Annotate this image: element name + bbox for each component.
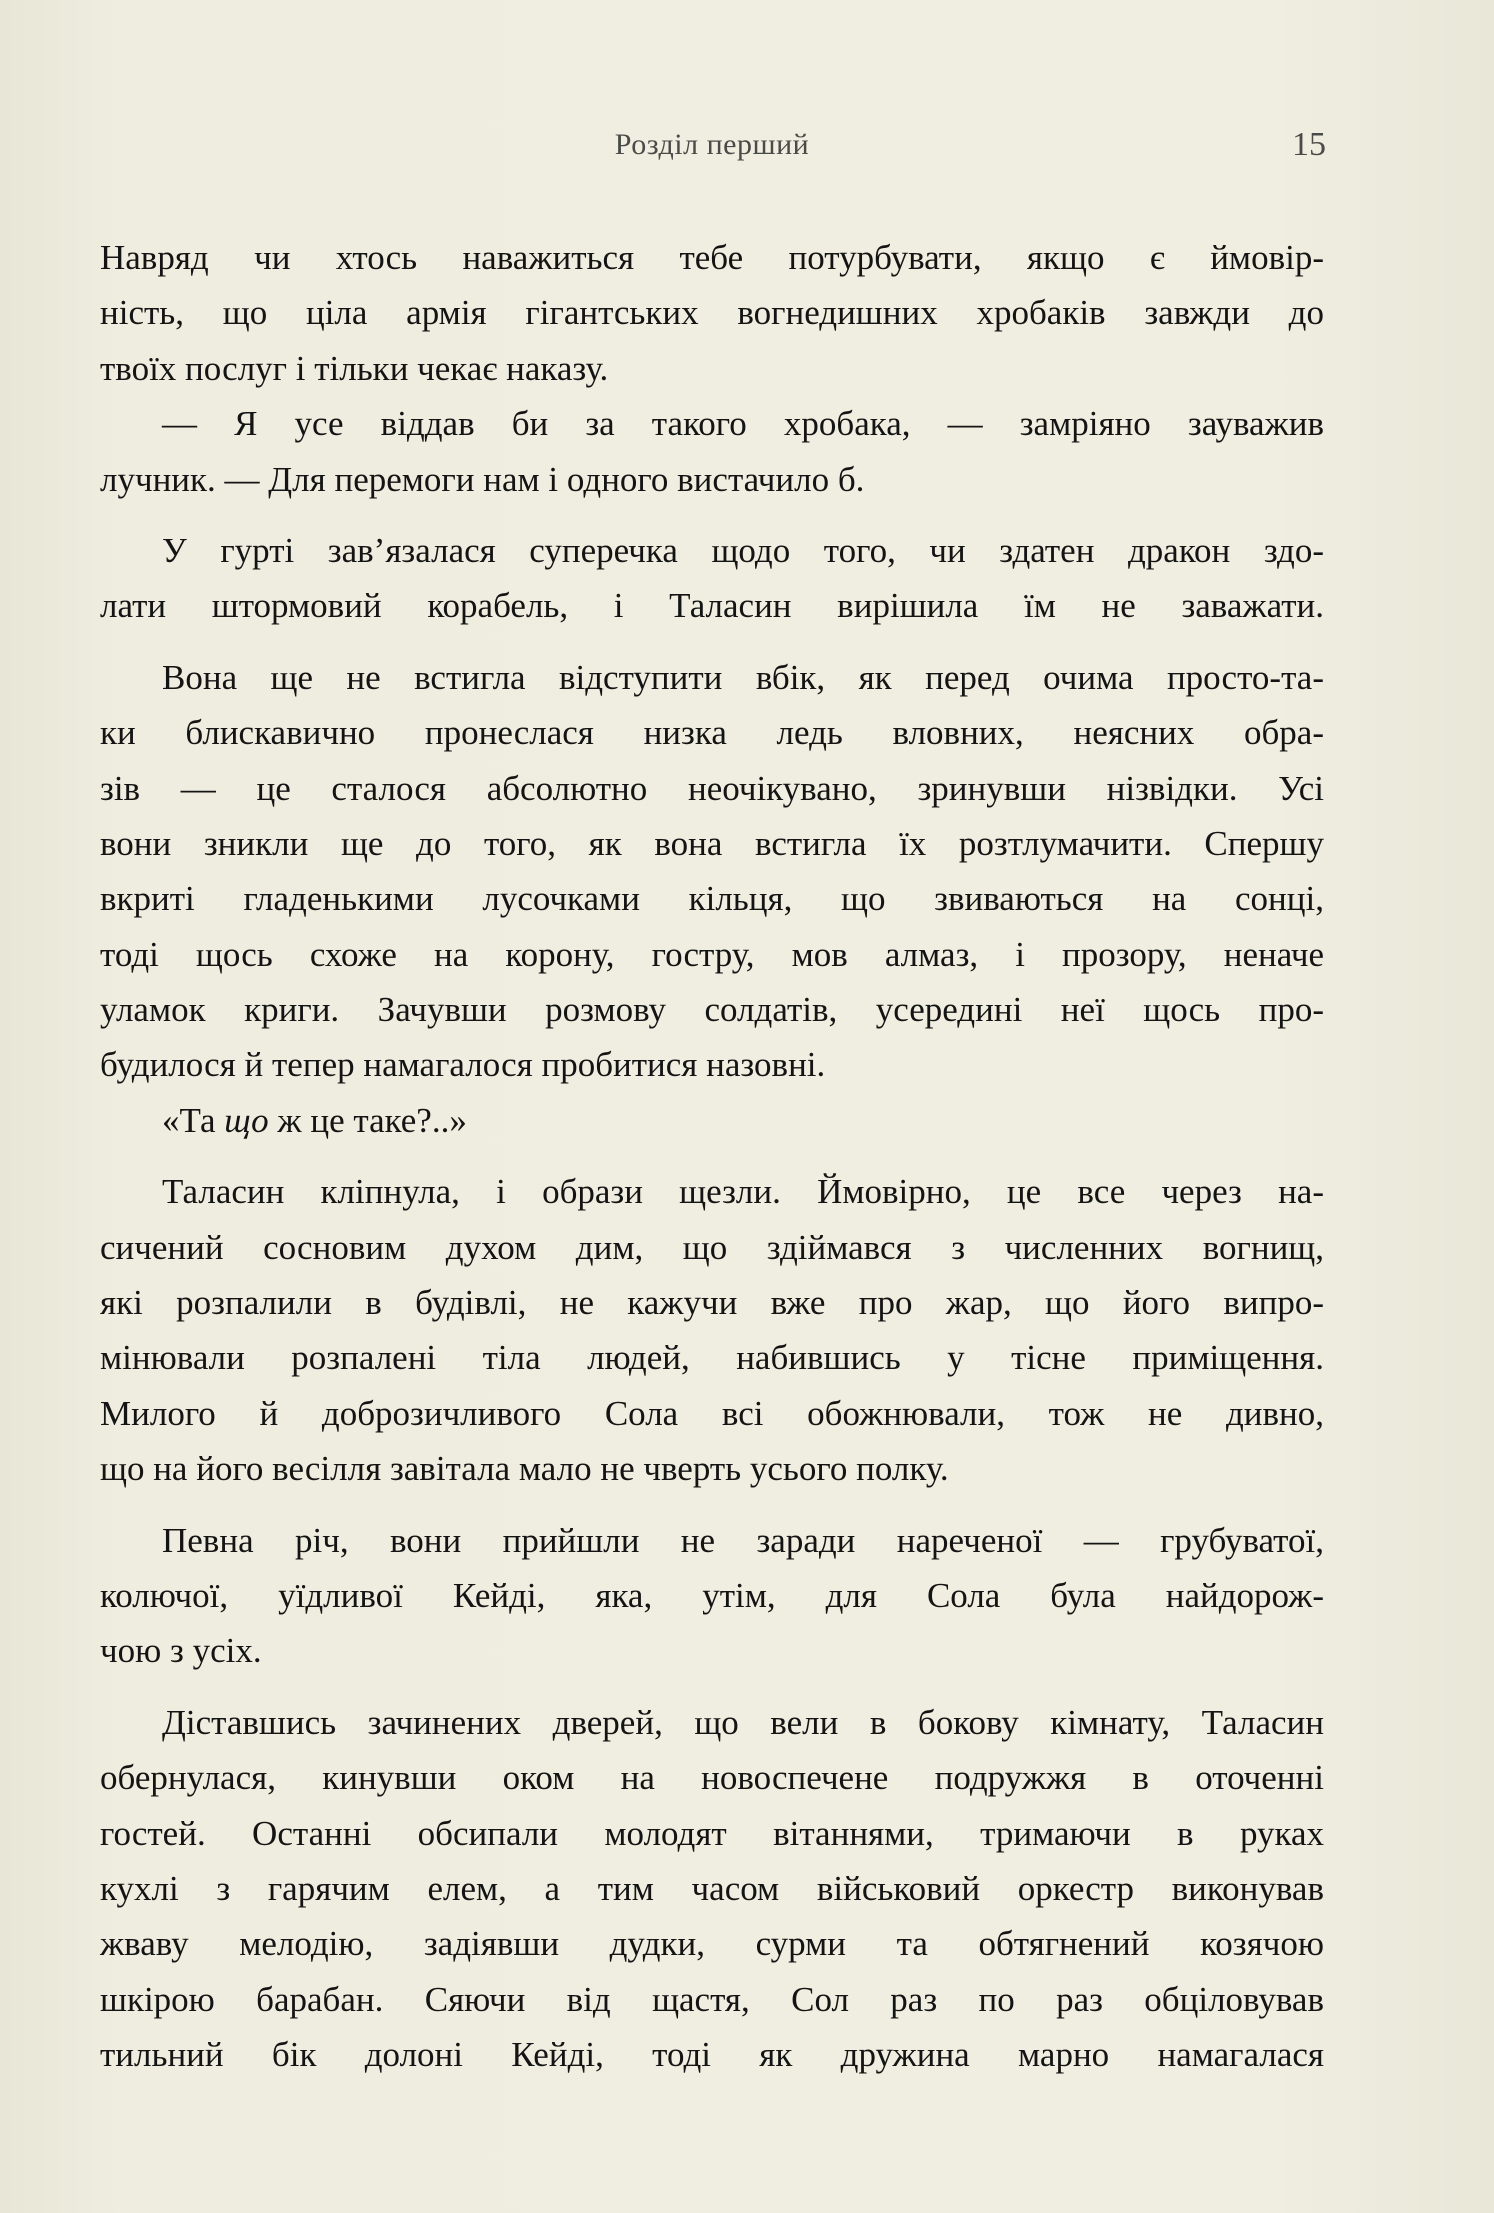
thought-emphasis: що [224, 1100, 269, 1140]
text-line: сичений сосновим духом дим, що здіймався з численних вогнищ, [100, 1227, 1324, 1267]
text-line: Діставшись зачинених дверей, що вели в бокову кімнату, Таласин [162, 1702, 1324, 1742]
text-line: — Я усе віддав би за такого хробака, — замріяно зауважив [162, 404, 1324, 444]
text-line: колючої, уїдливої Кейді, яка, утім, для Сола була найдорож- [100, 1575, 1324, 1615]
text-line: вкриті гладенькими лусочками кільця, що звиваються на сонці, [100, 879, 1324, 919]
thought-close: ж це таке?..» [268, 1100, 467, 1140]
page-number: 15 [1292, 126, 1326, 163]
text-line: лучник. — Для перемоги нам і одного вистачило б. [100, 459, 865, 499]
text-line: мінювали розпалені тіла людей, набившись у тісне приміщення. [100, 1338, 1324, 1378]
text-line: Певна річ, вони прийшли не заради нареченої — грубуватої, [162, 1520, 1324, 1560]
text-line: твоїх послуг і тільки чекає наказу. [100, 348, 609, 388]
text-line: ки блискавично пронеслася низка ледь вловних, неясних обра- [100, 713, 1324, 753]
chapter-title: Розділ перший [614, 128, 810, 161]
text-line: що на його весілля завітала мало не чверть усього полку. [100, 1449, 949, 1489]
text-line: Навряд чи хтось наважиться тебе потурбувати, якщо є ймовір- [100, 238, 1324, 277]
text-line: кухлі з гарячим елем, а тим часом військовий оркестр виконував [100, 1868, 1324, 1908]
text-line: зів — це сталося абсолютно неочікувано, зринувши нізвідки. Усі [100, 768, 1324, 808]
text-line: шкірою барабан. Сяючи від щастя, Сол раз по раз обціловував [100, 1979, 1324, 2019]
thought-open: «Та [162, 1100, 225, 1140]
text-line-thought [100, 1093, 1324, 1148]
body-text [100, 230, 1324, 2083]
text-line: обернулася, кинувши оком на новоспечене подружжя в оточенні [100, 1758, 1324, 1798]
text-line: тильний бік долоні Кейді, тоді як дружина марно намагалася [100, 2035, 1324, 2075]
text-line: гостей. Останні обсипали молодят вітаннями, тримаючи в руках [100, 1813, 1324, 1853]
text-line: Милого й доброзичливого Сола всі обожнювали, тож не дивно, [100, 1393, 1324, 1433]
text-line: чою з усіх. [100, 1631, 262, 1671]
text-line: жваву мелодію, задіявши дудки, сурми та обтягнений козячою [100, 1924, 1324, 1964]
text-line: Вона ще не встигла відступити вбік, як перед очима просто-та- [162, 657, 1324, 697]
text-line: вони зникли ще до того, як вона встигла їх розтлумачити. Спершу [100, 823, 1324, 863]
running-head [100, 126, 1324, 176]
text-line: уламок криги. Зачувши розмову солдатів, усередині неї щось про- [100, 990, 1324, 1030]
text-line: будилося й тепер намагалося пробитися назовні. [100, 1045, 826, 1085]
text-line: Таласин кліпнула, і образи щезли. Ймовірно, це все через на- [162, 1172, 1324, 1212]
text-line: тоді щось схоже на корону, гостру, мов алмаз, і прозору, неначе [100, 934, 1324, 974]
text-line: У гурті зав’язалася суперечка щодо того, чи здатен дракон здо- [162, 530, 1324, 570]
text-line: лати штормовий корабель, і Таласин вирішила їм не заважати. [100, 586, 1324, 626]
text-line: ність, що ціла армія гігантських вогнедишних хробаків завжди до [100, 293, 1324, 333]
text-line: які розпалили в будівлі, не кажучи вже про жар, що його випро- [100, 1283, 1324, 1323]
